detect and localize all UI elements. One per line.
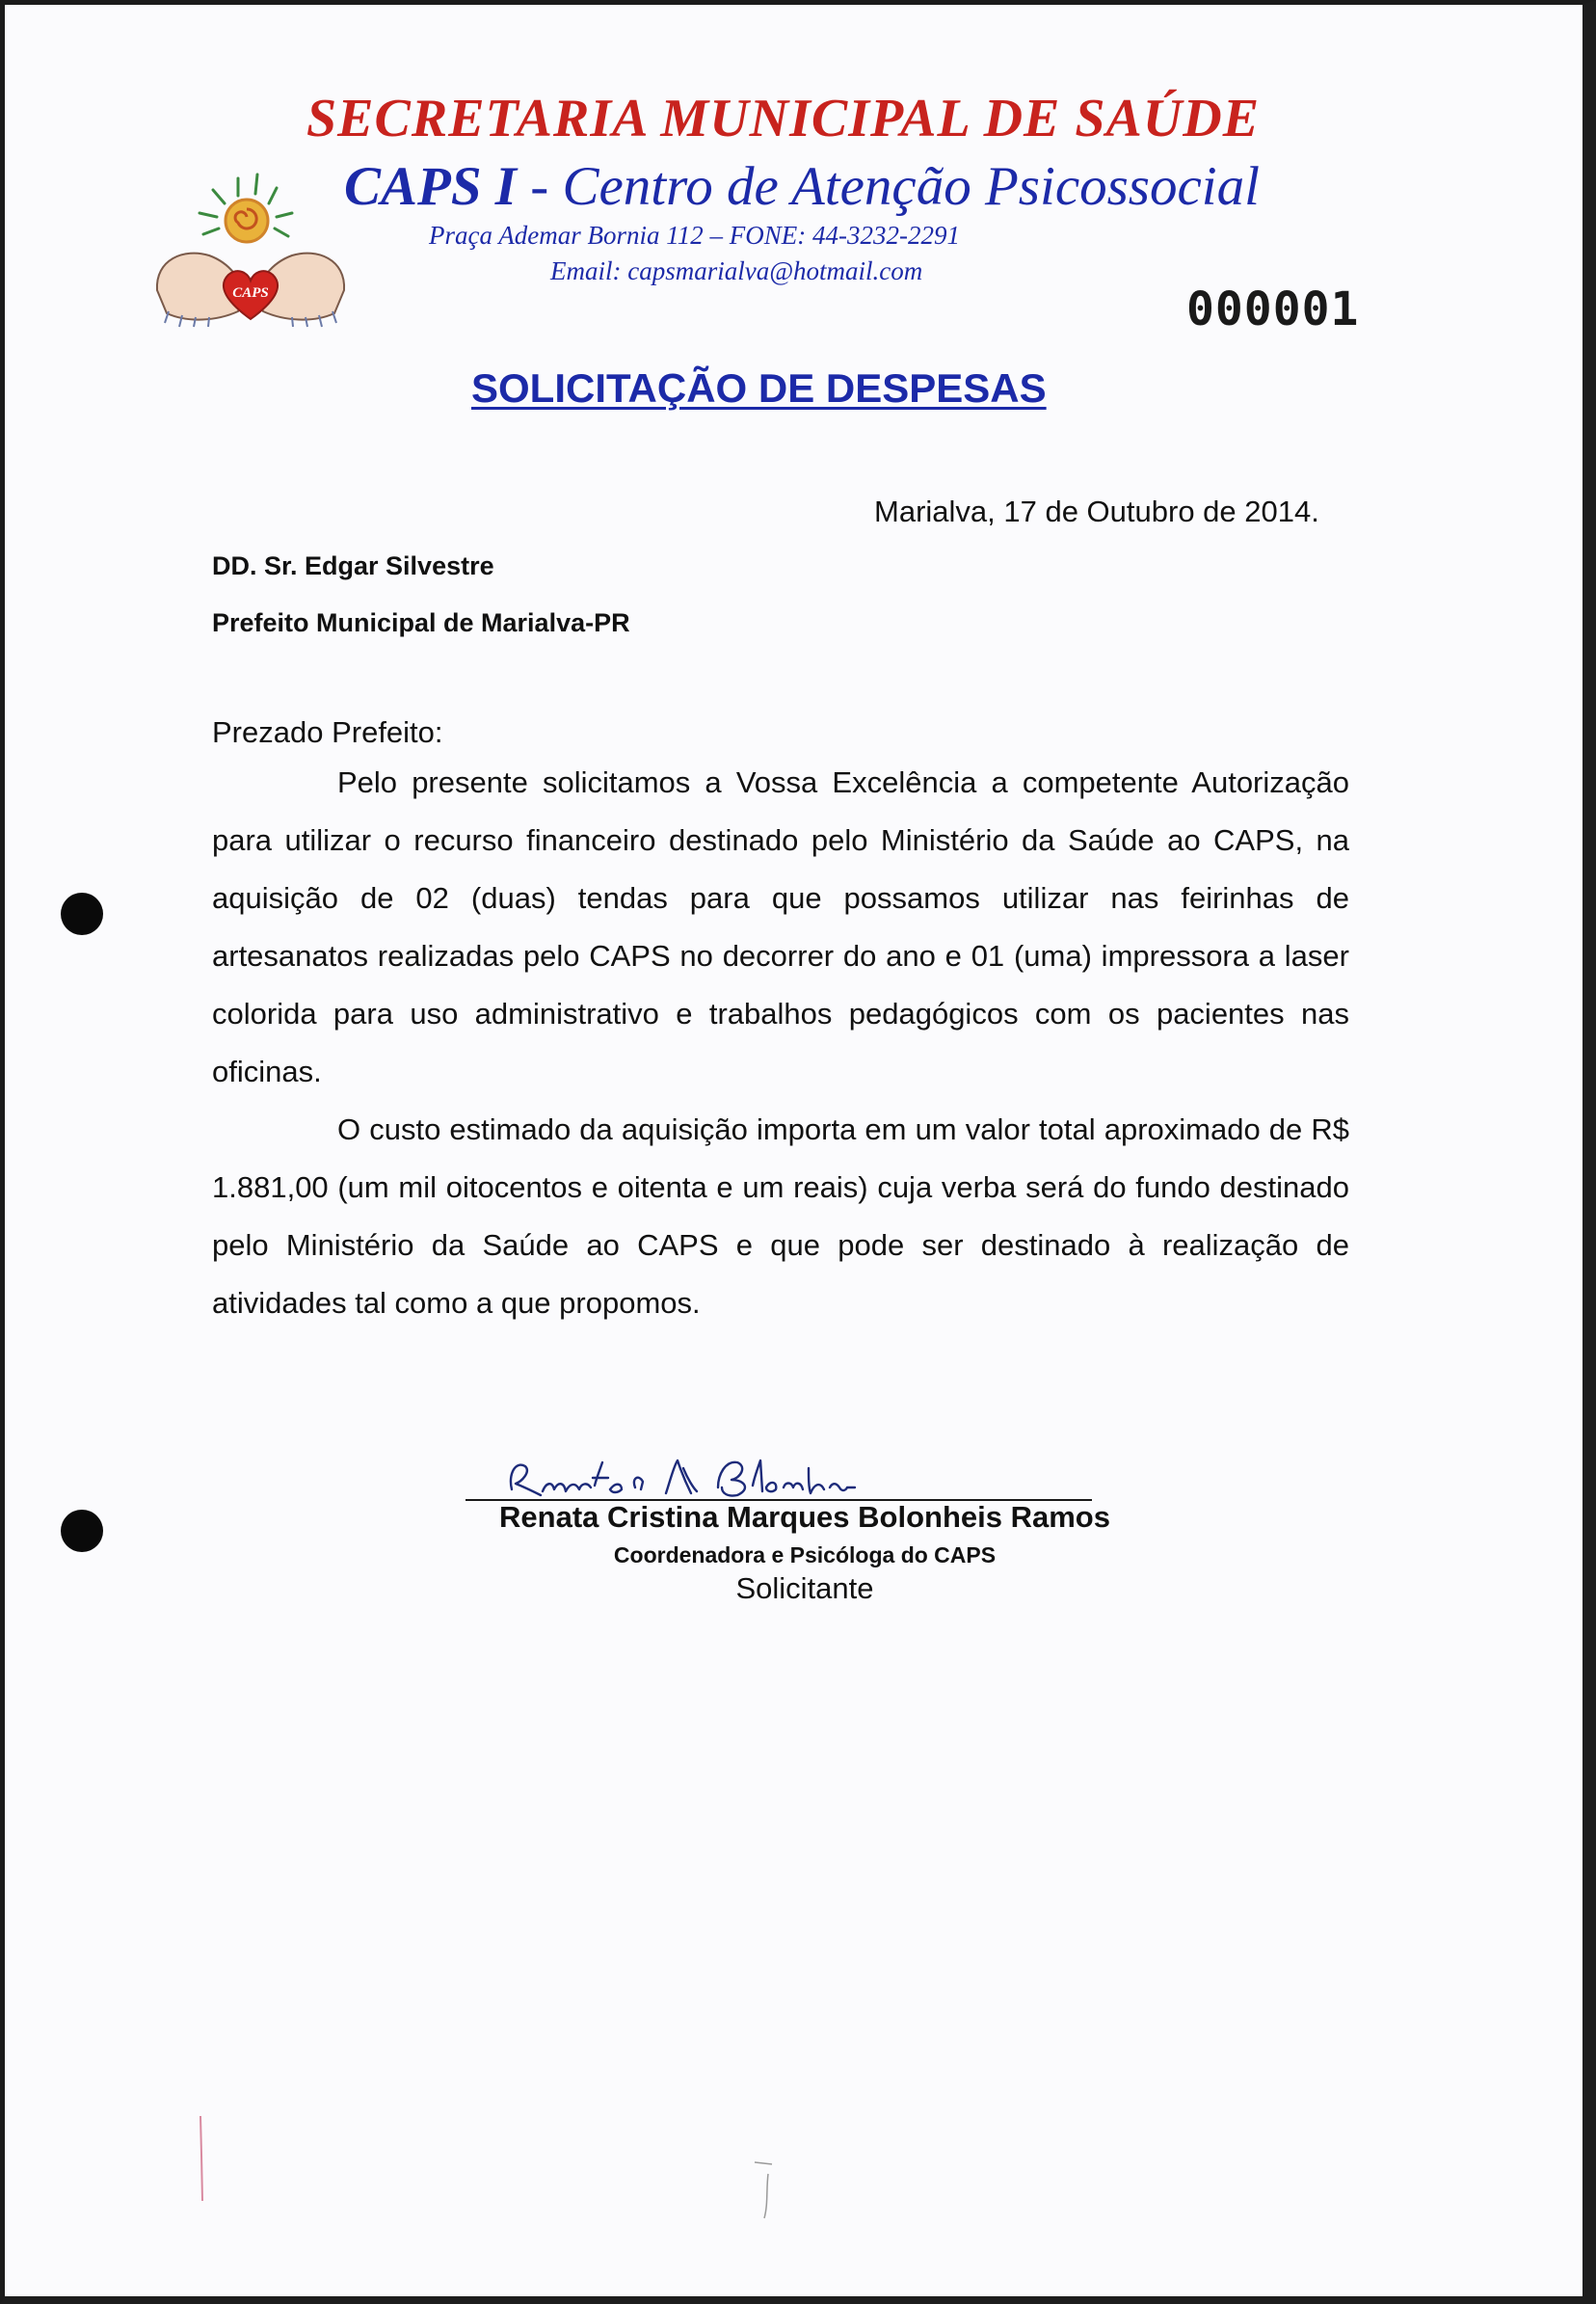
caps-name: Centro de Atenção Psicossocial: [562, 156, 1260, 217]
handwritten-signature-icon: [466, 1439, 1092, 1507]
recipient-name: DD. Sr. Edgar Silvestre: [212, 551, 494, 580]
body-paragraph: O custo estimado da aquisição importa em um valor total aproximado de R$ 1.881,00 (um mil oitocentos e oitenta e um reais) cuja verba será do fundo destinado pelo Ministério da Saúde ao CAPS e que pode ser destinado à realização de atividades tal como a que propomos.: [212, 1112, 1349, 1320]
greeting: Prezado Prefeito:: [212, 715, 443, 749]
scan-mark: [751, 2155, 780, 2222]
caps-heading: [344, 155, 1260, 218]
scan-mark: [196, 2116, 207, 2203]
caps-logo-icon: [149, 167, 352, 329]
date-line: Marialva, 17 de Outubro de 2014.: [874, 495, 1319, 528]
header-address: Praça Ademar Bornia 112 – FONE: 44-3232-2291: [429, 221, 960, 250]
header-email: Email: capsmarialva@hotmail.com: [550, 256, 923, 285]
punch-hole: [61, 893, 103, 935]
document-number: 000001: [1186, 282, 1360, 336]
signer-type: Solicitante: [735, 1571, 874, 1605]
secretaria-heading: SECRETARIA MUNICIPAL DE SAÚDE: [306, 89, 1261, 148]
body-paragraph: Pelo presente solicitamos a Vossa Excelência a competente Autorização para utilizar o recurso financeiro destinado pelo Ministério da Saúde ao CAPS, na aquisição de 02 (duas) tendas para que possamos utilizar nas feirinhas de artesanatos realizadas pelo CAPS no decorrer do ano e 01 (uma) impressora a laser colorida para uso administrativo e trabalhos pedagógicos com os pacientes nas oficinas.: [212, 765, 1349, 1088]
logo-text: CAPS: [232, 285, 269, 301]
body-text: [212, 754, 1349, 1332]
signer-name: Renata Cristina Marques Bolonheis Ramos: [499, 1500, 1110, 1534]
document-title: SOLICITAÇÃO DE DESPESAS: [471, 365, 1047, 411]
punch-hole: [61, 1510, 103, 1552]
caps-separator: -: [517, 156, 563, 217]
caps-label: CAPS I: [344, 156, 517, 217]
recipient-role: Prefeito Municipal de Marialva-PR: [212, 608, 630, 637]
signer-role: Coordenadora e Psicóloga do CAPS: [613, 1542, 997, 1567]
